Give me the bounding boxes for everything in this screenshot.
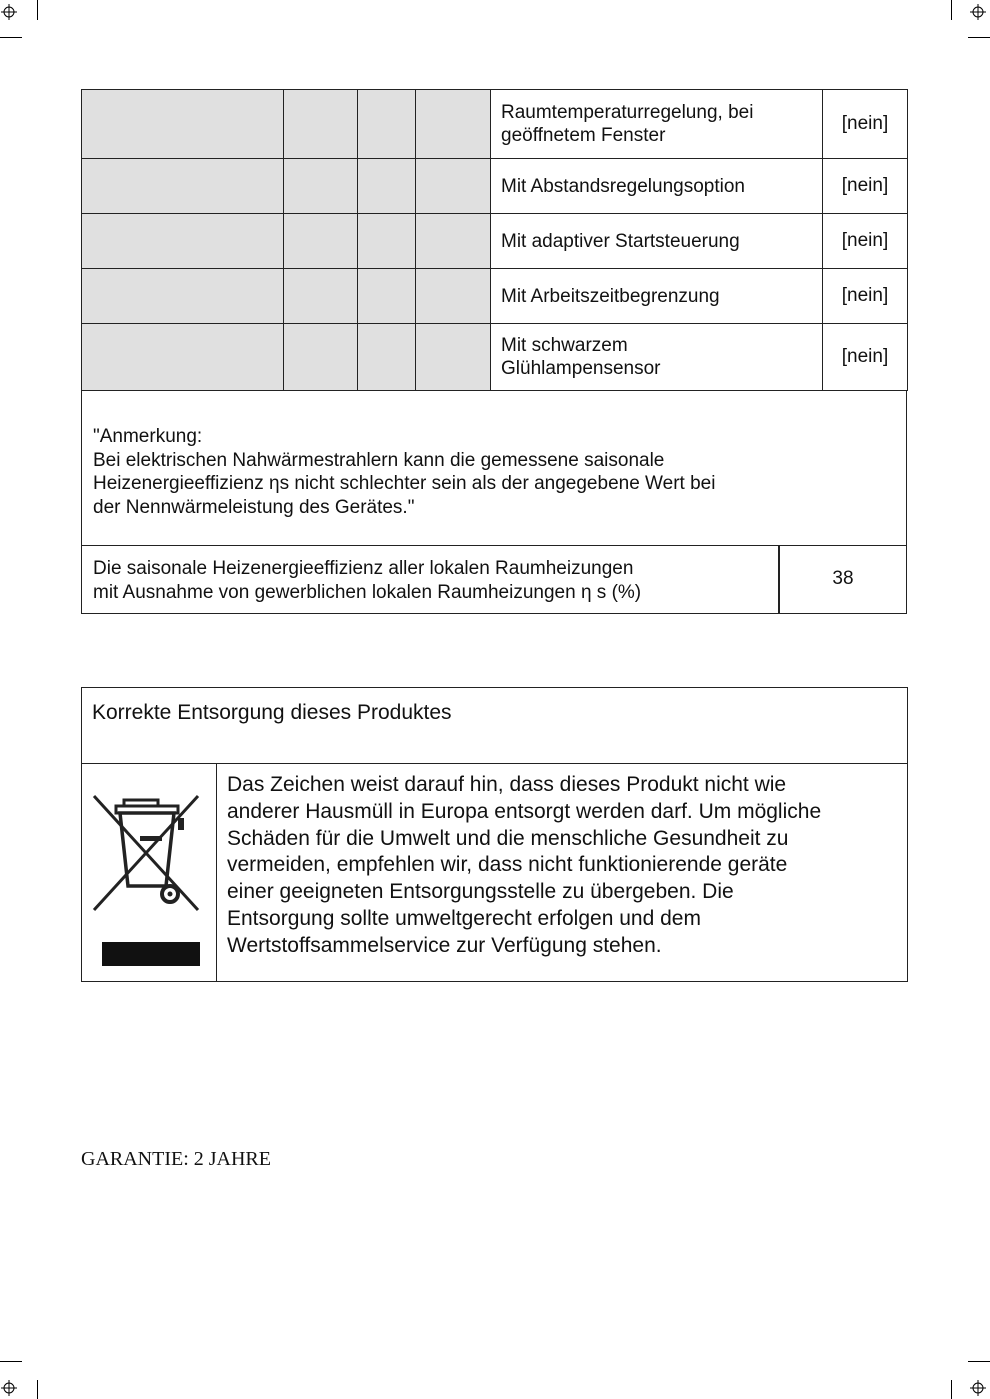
efficiency-value: 38	[832, 568, 854, 589]
row-value: [nein]	[823, 214, 908, 269]
row-value: [nein]	[823, 159, 908, 214]
table-row	[82, 214, 908, 269]
row-label: Mit Abstandsregelungsoption	[491, 159, 823, 214]
warranty-text: GARANTIE: 2 JAHRE	[81, 1148, 271, 1170]
table-row	[82, 159, 908, 214]
registration-mark-icon	[1, 1380, 17, 1396]
row-value: [nein]	[823, 90, 908, 159]
empty-cell	[416, 214, 491, 269]
empty-cell	[82, 90, 284, 159]
empty-cell	[416, 159, 491, 214]
efficiency-label: Die saisonale Heizenergieeffizienz aller lokalen Raumheizungen mit Ausnahme von gewerblichen lokalen Raumheizungen η s (%)	[93, 558, 642, 603]
empty-cell	[284, 159, 358, 214]
empty-cell	[416, 324, 491, 391]
empty-cell	[284, 324, 358, 391]
efficiency-row	[81, 545, 907, 614]
crossed-out-wheelie-bin-icon	[90, 788, 206, 968]
registration-mark-icon	[970, 4, 986, 20]
note-box	[81, 390, 907, 546]
empty-cell	[358, 269, 416, 324]
table-row	[82, 324, 908, 391]
divider	[82, 763, 907, 764]
empty-cell	[284, 90, 358, 159]
empty-cell	[416, 269, 491, 324]
table-row	[82, 90, 908, 159]
row-label: Mit adaptiver Startsteuerung	[491, 214, 823, 269]
empty-cell	[358, 324, 416, 391]
empty-cell	[284, 214, 358, 269]
empty-cell	[358, 90, 416, 159]
registration-mark-icon	[970, 1380, 986, 1396]
registration-mark-icon	[1, 4, 17, 20]
row-label: Mit schwarzem Glühlampensensor	[491, 324, 823, 391]
spec-table	[81, 89, 908, 391]
disposal-title: Korrekte Entsorgung dieses Produktes	[92, 701, 452, 724]
empty-cell	[358, 159, 416, 214]
empty-cell	[358, 214, 416, 269]
empty-cell	[82, 324, 284, 391]
empty-cell	[416, 90, 491, 159]
row-value: [nein]	[823, 269, 908, 324]
empty-cell	[82, 214, 284, 269]
row-label: Raumtemperaturregelung, bei geöffnetem Fenster	[491, 90, 823, 159]
note-text: "Anmerkung: Bei elektrischen Nahwärmestrahlern kann die gemessene saisonale Heizenergieeffizienz ηs nicht schlechter sein als der angegebene Wert bei der Nennwärmeleistung des Gerätes."	[93, 426, 716, 518]
empty-cell	[82, 269, 284, 324]
row-value: [nein]	[823, 324, 908, 391]
row-label: Mit Arbeitszeitbegrenzung	[491, 269, 823, 324]
table-row	[82, 269, 908, 324]
disposal-box	[81, 687, 908, 982]
empty-cell	[284, 269, 358, 324]
disposal-text: Das Zeichen weist darauf hin, dass dieses Produkt nicht wie anderer Hausmüll in Europa entsorgt werden darf. Um mögliche Schäden für die Umwelt und die menschliche Gesundheit zu vermeiden, empfehlen wir, dass nicht funktionierende geräte einer geeigneten Entsorgungsstelle zu übergeben. Die Entsorgung sollte umweltgerecht erfolgen und dem Wertstoffsammelservice zur Verfügung stehen.	[227, 773, 822, 957]
empty-cell	[82, 159, 284, 214]
divider	[216, 763, 217, 981]
